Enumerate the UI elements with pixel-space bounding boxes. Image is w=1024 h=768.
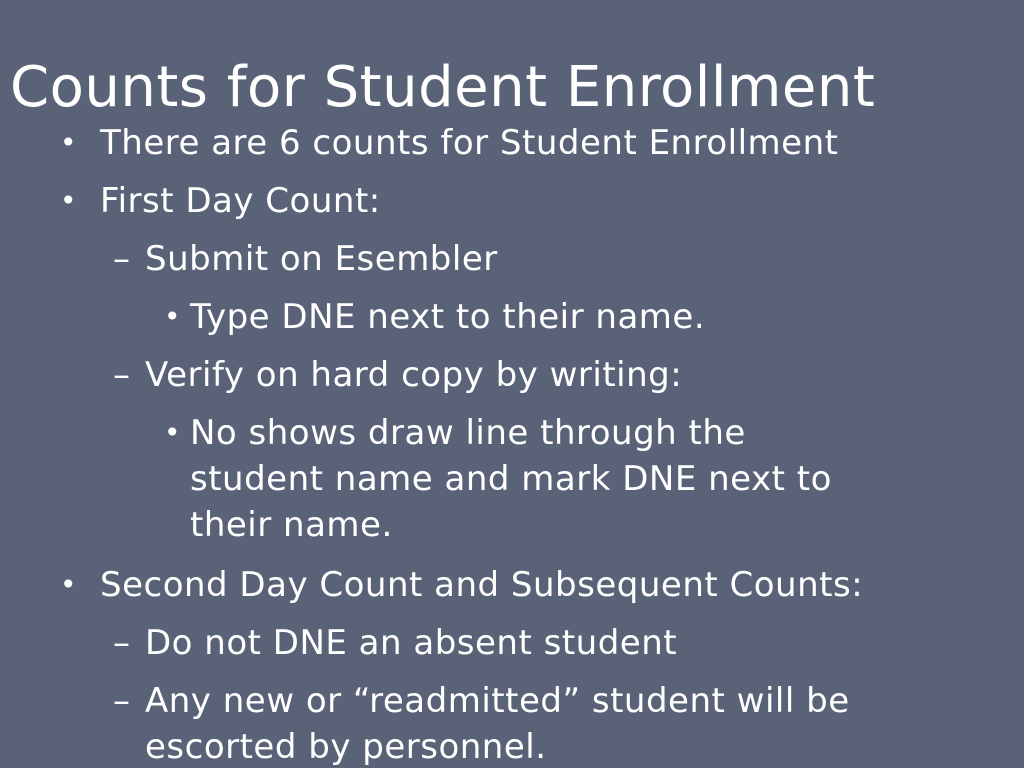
bullet-marker: • [60, 184, 78, 217]
bullet-second-day-count [60, 562, 864, 608]
bullet-first-day-count [60, 178, 381, 224]
slide-title: Counts for Student Enrollment [10, 55, 876, 120]
subbullet-text: Do not DNE an absent student [145, 623, 678, 663]
subsubbullet-text-line-1: No shows draw line through the [190, 413, 746, 453]
dash-marker: – [113, 623, 131, 663]
subbullet-submit-esembler [113, 236, 498, 282]
subbullet-verify-hard-copy [113, 352, 683, 398]
subsubbullet-no-shows [164, 410, 832, 548]
bullet-text: First Day Count: [100, 181, 381, 221]
subbullet-text-line-2: escorted by personnel. [145, 727, 547, 767]
dash-marker: – [113, 239, 131, 279]
subsubbullet-text: Type DNE next to their name. [190, 297, 706, 337]
dash-marker: – [113, 681, 131, 721]
bullet-text: Second Day Count and Subsequent Counts: [100, 565, 864, 605]
bullet-marker: • [60, 126, 78, 159]
subbullet-readmitted-escorted [113, 678, 850, 768]
subbullet-text-line-1: Any new or “readmitted” student will be [145, 681, 850, 721]
bullet-six-counts [60, 120, 839, 166]
subbullet-text: Verify on hard copy by writing: [145, 355, 683, 395]
dash-marker: – [113, 355, 131, 395]
subbullet-do-not-dne [113, 620, 678, 666]
bullet-marker: • [164, 300, 182, 333]
bullet-marker: • [164, 416, 182, 449]
bullet-text: There are 6 counts for Student Enrollment [100, 123, 839, 163]
bullet-marker: • [60, 568, 78, 601]
subsubbullet-text-line-3: their name. [190, 505, 393, 545]
subsubbullet-type-dne [164, 294, 706, 340]
subsubbullet-text-line-2: student name and mark DNE next to [190, 459, 832, 499]
subbullet-text: Submit on Esembler [145, 239, 498, 279]
